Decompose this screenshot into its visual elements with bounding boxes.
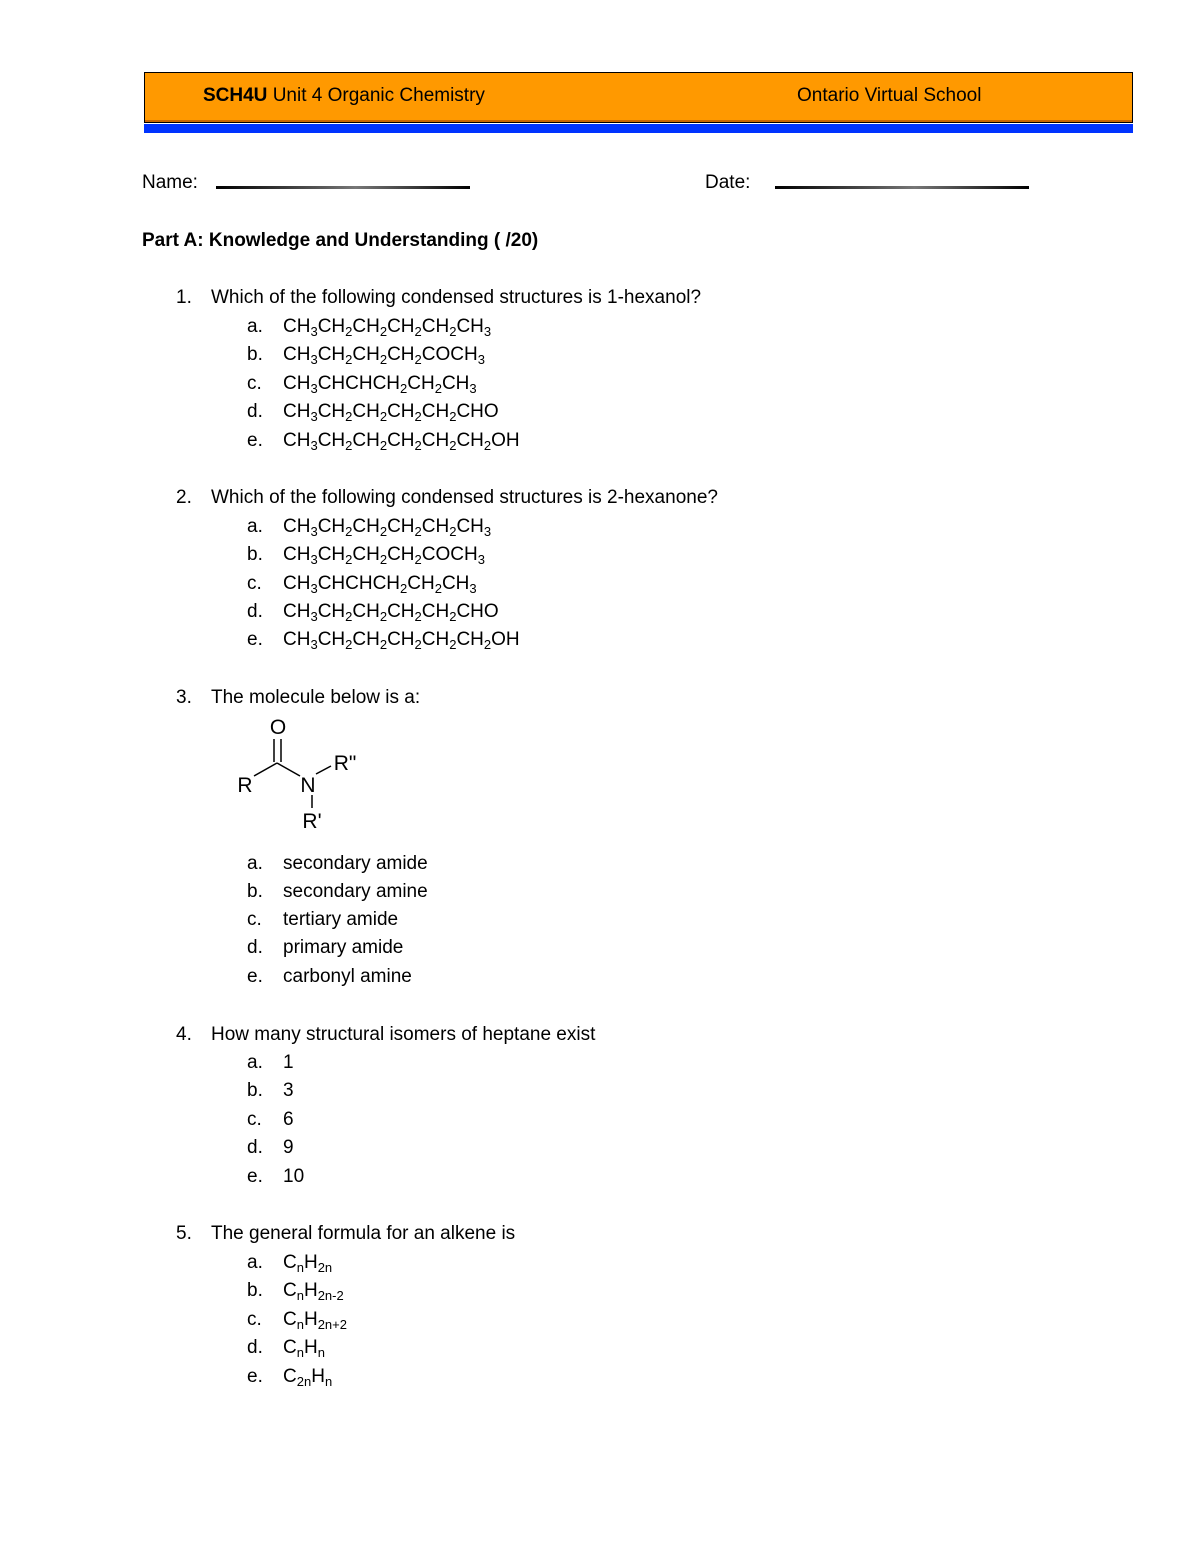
- r-prime-label: R': [302, 810, 322, 833]
- formula-group: CH: [456, 629, 484, 650]
- formula-group: CH: [352, 430, 380, 451]
- formula-subscript: 3: [310, 438, 318, 453]
- formula-group: CH: [352, 401, 380, 422]
- option-formula: [283, 573, 477, 594]
- formula-subscript: 2: [414, 352, 422, 367]
- q4-option-b[interactable]: [247, 1080, 294, 1102]
- carbon-nitrogen-bond: [277, 763, 300, 776]
- q1-option-a[interactable]: [247, 316, 491, 338]
- option-text: 6: [283, 1109, 294, 1130]
- option-letter: b.: [247, 544, 263, 565]
- formula-group: CH: [421, 601, 450, 622]
- formula-subscript: 2: [414, 609, 422, 624]
- formula-subscript: 2: [345, 552, 353, 567]
- amide-structure-diagram: [230, 712, 370, 834]
- formula-group: OH: [491, 430, 520, 451]
- option-text: primary amide: [283, 937, 404, 958]
- option-text: secondary amine: [283, 881, 428, 902]
- formula-subscript: 3: [477, 352, 485, 367]
- formula-subscript: 2: [449, 409, 457, 424]
- formula-subscript: n: [317, 1345, 325, 1360]
- formula-group: CH: [387, 344, 415, 365]
- formula-subscript: 2: [345, 637, 353, 652]
- option-formula: [283, 1366, 332, 1387]
- formula-group: CH: [283, 401, 311, 422]
- formula-group: C: [283, 1252, 297, 1273]
- q5-option-c[interactable]: [247, 1309, 347, 1331]
- formula-subscript: 2: [414, 637, 422, 652]
- formula-group: H: [303, 1309, 318, 1330]
- q4-option-d[interactable]: [247, 1137, 294, 1159]
- date-label: Date:: [705, 172, 751, 193]
- q3-option-e[interactable]: [247, 966, 412, 988]
- option-letter: a.: [247, 1052, 263, 1073]
- q1-option-e[interactable]: [247, 430, 520, 452]
- question-3: [176, 687, 420, 709]
- formula-group: CH: [456, 430, 484, 451]
- formula-group: H: [303, 1337, 318, 1358]
- formula-group: CH: [352, 601, 380, 622]
- formula-subscript: 2: [379, 324, 388, 339]
- q1-option-b[interactable]: [247, 344, 485, 366]
- option-text: 3: [283, 1080, 294, 1101]
- option-letter: a.: [247, 516, 263, 537]
- option-letter: e.: [247, 1366, 263, 1387]
- option-formula: [283, 316, 491, 337]
- formula-group: CH: [317, 344, 346, 365]
- formula-group: CH: [456, 516, 484, 537]
- formula-subscript: 2n-2: [317, 1288, 344, 1303]
- part-a-title: Part A: Knowledge and Understanding ( /20): [142, 230, 539, 251]
- q4-option-a[interactable]: [247, 1052, 294, 1074]
- formula-subscript: 2n+2: [317, 1317, 347, 1332]
- q3-option-b[interactable]: [247, 881, 428, 903]
- question-text: How many structural isomers of heptane exist: [211, 1024, 596, 1045]
- formula-subscript: 3: [310, 581, 318, 596]
- formula-subscript: 3: [310, 324, 318, 339]
- formula-subscript: 2: [379, 552, 388, 567]
- question-2: [176, 487, 718, 509]
- formula-subscript: 2: [449, 524, 457, 539]
- q5-option-a[interactable]: [247, 1252, 332, 1274]
- formula-group: COCH: [421, 544, 478, 565]
- option-letter: c.: [247, 1109, 262, 1130]
- formula-group: H: [303, 1280, 318, 1301]
- formula-group: CH: [283, 344, 311, 365]
- r-group-label: R: [237, 774, 253, 797]
- formula-subscript: 2: [345, 609, 353, 624]
- option-formula: [283, 373, 477, 394]
- option-formula: [283, 1280, 344, 1301]
- formula-group: CH: [317, 430, 346, 451]
- formula-subscript: n: [296, 1317, 304, 1332]
- formula-group: CHO: [456, 601, 499, 622]
- formula-subscript: 3: [483, 324, 492, 339]
- nitrogen-atom-label: N: [300, 774, 316, 797]
- formula-subscript: 2: [449, 637, 457, 652]
- formula-subscript: 2: [434, 581, 442, 596]
- formula-subscript: n: [324, 1374, 333, 1389]
- formula-subscript: n: [296, 1288, 304, 1303]
- question-5: [176, 1223, 515, 1245]
- formula-group: CHO: [456, 401, 499, 422]
- formula-group: CH: [317, 629, 346, 650]
- formula-group: CH: [387, 430, 415, 451]
- formula-subscript: 2: [400, 381, 408, 396]
- formula-group: CH: [456, 316, 484, 337]
- q5-option-d[interactable]: [247, 1337, 325, 1359]
- option-letter: c.: [247, 1309, 262, 1330]
- course-title: [203, 85, 485, 107]
- formula-group: CH: [283, 430, 311, 451]
- formula-group: CH: [283, 601, 311, 622]
- formula-subscript: 2: [483, 637, 492, 652]
- q4-option-e[interactable]: [247, 1166, 304, 1188]
- option-formula: [283, 401, 499, 422]
- option-letter: c.: [247, 909, 262, 930]
- formula-subscript: 2: [345, 352, 353, 367]
- formula-subscript: 2: [434, 381, 442, 396]
- q5-option-b[interactable]: [247, 1280, 344, 1302]
- option-formula: [283, 344, 485, 365]
- formula-subscript: 2: [345, 524, 353, 539]
- oxygen-atom-label: O: [269, 716, 287, 739]
- formula-group: CH: [317, 516, 346, 537]
- formula-group: CH: [317, 401, 346, 422]
- option-formula: [283, 1309, 347, 1330]
- school-name: Ontario Virtual School: [797, 85, 982, 106]
- formula-subscript: 3: [310, 552, 318, 567]
- formula-group: CH: [387, 629, 415, 650]
- option-letter: c.: [247, 373, 262, 394]
- option-formula: [283, 601, 499, 622]
- option-letter: d.: [247, 601, 263, 622]
- q3-option-c[interactable]: [247, 909, 398, 931]
- option-text: tertiary amide: [283, 909, 399, 930]
- formula-group: CH: [352, 544, 380, 565]
- formula-subscript: 2: [483, 438, 492, 453]
- formula-group: CH: [441, 373, 470, 394]
- formula-group: CH: [283, 573, 311, 594]
- formula-subscript: 3: [310, 609, 318, 624]
- q1-option-c[interactable]: [247, 373, 477, 395]
- question-text: The general formula for an alkene is: [211, 1223, 516, 1244]
- formula-subscript: 2: [345, 324, 353, 339]
- formula-subscript: 3: [477, 552, 485, 567]
- question-number: 4.: [176, 1024, 192, 1045]
- header-divider-bar: [144, 124, 1133, 133]
- formula-group: CH: [421, 401, 450, 422]
- formula-subscript: 2n: [317, 1260, 333, 1275]
- formula-subscript: 3: [310, 381, 318, 396]
- option-letter: b.: [247, 1080, 263, 1101]
- formula-subscript: 2: [414, 438, 422, 453]
- formula-group: CH: [421, 316, 450, 337]
- q2-option-c[interactable]: [247, 573, 477, 595]
- option-letter: d.: [247, 1137, 263, 1158]
- formula-subscript: 3: [310, 524, 318, 539]
- formula-group: CH: [387, 316, 415, 337]
- date-field-line[interactable]: [775, 186, 1029, 189]
- option-text: 9: [283, 1137, 294, 1158]
- formula-subscript: 2: [414, 524, 422, 539]
- formula-subscript: 2: [379, 637, 388, 652]
- question-text: Which of the following condensed structures is 2-hexanone?: [211, 487, 718, 508]
- formula-subscript: 2: [414, 409, 422, 424]
- formula-subscript: 2: [379, 352, 388, 367]
- formula-group: CH: [421, 629, 450, 650]
- formula-group: CH: [283, 316, 311, 337]
- formula-subscript: 2: [345, 409, 353, 424]
- formula-group: CH: [407, 373, 435, 394]
- q3-option-a[interactable]: [247, 853, 428, 875]
- nitrogen-r2-bond: [316, 766, 331, 774]
- option-formula: [283, 1337, 325, 1358]
- q3-option-d[interactable]: [247, 937, 403, 959]
- formula-subscript: 2: [379, 524, 388, 539]
- formula-subscript: 2: [449, 324, 457, 339]
- option-letter: d.: [247, 937, 263, 958]
- option-formula: [283, 629, 520, 650]
- option-letter: b.: [247, 344, 263, 365]
- formula-subscript: 2: [379, 609, 388, 624]
- formula-subscript: 3: [310, 637, 318, 652]
- option-letter: e.: [247, 430, 263, 451]
- formula-group: CH: [352, 344, 380, 365]
- formula-subscript: 2: [449, 438, 457, 453]
- option-letter: b.: [247, 1280, 263, 1301]
- formula-subscript: 3: [469, 381, 477, 396]
- q4-option-c[interactable]: [247, 1109, 294, 1131]
- formula-group: CH: [421, 516, 450, 537]
- formula-group: C: [283, 1337, 297, 1358]
- option-letter: e.: [247, 966, 263, 987]
- q2-option-d[interactable]: [247, 601, 499, 623]
- formula-group: CH: [352, 516, 380, 537]
- formula-subscript: 3: [483, 524, 492, 539]
- formula-group: CH: [387, 401, 415, 422]
- formula-group: COCH: [421, 344, 478, 365]
- formula-group: CH: [283, 516, 311, 537]
- formula-subscript: 2: [414, 552, 422, 567]
- formula-subscript: 2n: [296, 1374, 312, 1389]
- formula-subscript: 2: [379, 409, 388, 424]
- option-letter: e.: [247, 629, 263, 650]
- question-number: 5.: [176, 1223, 192, 1244]
- formula-group: CH: [421, 430, 450, 451]
- course-code: SCH4U: [203, 85, 268, 106]
- name-label: Name:: [142, 172, 198, 193]
- q1-option-d[interactable]: [247, 401, 499, 423]
- name-field-line[interactable]: [216, 186, 470, 189]
- formula-group: CHCHCH: [317, 373, 401, 394]
- question-number: 1.: [176, 287, 192, 308]
- option-letter: a.: [247, 316, 263, 337]
- option-text: secondary amide: [283, 853, 428, 874]
- question-4: [176, 1024, 595, 1046]
- option-formula: [283, 544, 485, 565]
- question-1: [176, 287, 701, 309]
- question-text: The molecule below is a:: [211, 687, 421, 708]
- option-text: 10: [283, 1166, 305, 1187]
- formula-subscript: n: [296, 1345, 304, 1360]
- formula-group: C: [283, 1309, 297, 1330]
- option-formula: [283, 1252, 332, 1273]
- option-letter: d.: [247, 401, 263, 422]
- formula-group: CHCHCH: [317, 573, 401, 594]
- formula-subscript: 2: [379, 438, 388, 453]
- question-text: Which of the following condensed structures is 1-hexanol?: [211, 287, 702, 308]
- option-letter: d.: [247, 1337, 263, 1358]
- option-letter: a.: [247, 853, 263, 874]
- q2-option-a[interactable]: [247, 516, 491, 538]
- q5-option-e[interactable]: [247, 1366, 332, 1388]
- formula-group: CH: [283, 629, 311, 650]
- formula-subscript: 2: [345, 438, 353, 453]
- formula-group: CH: [387, 601, 415, 622]
- question-number: 3.: [176, 687, 192, 708]
- option-formula: [283, 430, 520, 451]
- formula-group: CH: [317, 316, 346, 337]
- formula-group: CH: [283, 373, 311, 394]
- q2-option-b[interactable]: [247, 544, 485, 566]
- formula-subscript: 3: [310, 409, 318, 424]
- q2-option-e[interactable]: [247, 629, 520, 651]
- option-letter: b.: [247, 881, 263, 902]
- formula-group: CH: [317, 544, 346, 565]
- formula-group: CH: [352, 629, 380, 650]
- formula-group: CH: [317, 601, 346, 622]
- formula-group: CH: [352, 316, 380, 337]
- header-banner: [144, 72, 1133, 123]
- option-letter: a.: [247, 1252, 263, 1273]
- option-text: 1: [283, 1052, 294, 1073]
- formula-subscript: 3: [469, 581, 477, 596]
- formula-group: H: [303, 1252, 318, 1273]
- formula-group: CH: [441, 573, 470, 594]
- formula-group: C: [283, 1280, 297, 1301]
- option-formula: [283, 516, 491, 537]
- formula-group: C: [283, 1366, 297, 1387]
- formula-group: CH: [387, 544, 415, 565]
- formula-subscript: 2: [449, 609, 457, 624]
- formula-subscript: 3: [310, 352, 318, 367]
- option-text: carbonyl amine: [283, 966, 412, 987]
- option-letter: e.: [247, 1166, 263, 1187]
- formula-group: CH: [283, 544, 311, 565]
- unit-title: Unit 4 Organic Chemistry: [272, 85, 485, 106]
- r-double-prime-label: R": [333, 752, 357, 775]
- question-number: 2.: [176, 487, 192, 508]
- formula-subscript: 2: [414, 324, 422, 339]
- formula-group: CH: [387, 516, 415, 537]
- r-carbon-bond: [254, 763, 277, 776]
- formula-group: CH: [407, 573, 435, 594]
- option-letter: c.: [247, 573, 262, 594]
- formula-group: OH: [491, 629, 520, 650]
- formula-subscript: 2: [400, 581, 408, 596]
- formula-subscript: n: [296, 1260, 304, 1275]
- formula-group: H: [311, 1366, 325, 1387]
